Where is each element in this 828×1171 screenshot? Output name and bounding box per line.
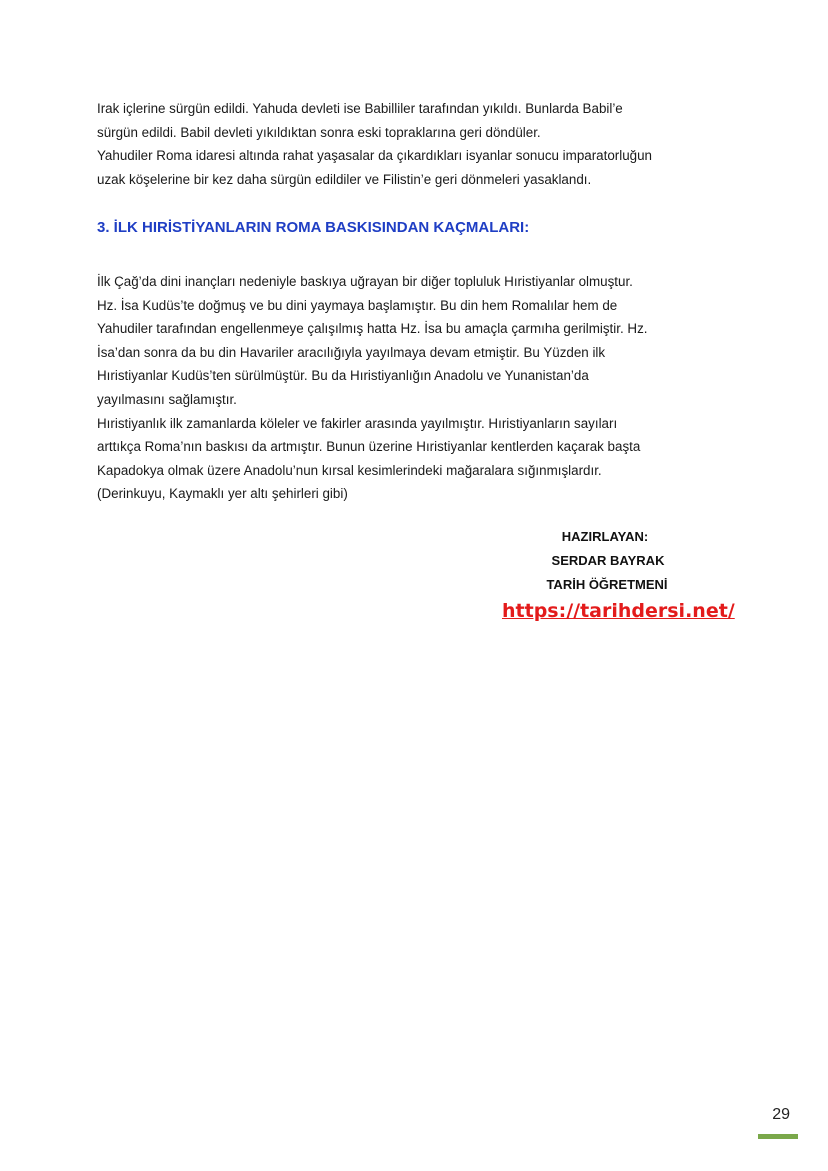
section-line: Hıristiyanlar Kudüs’ten sürülmüştür. Bu da Hıristiyanlığın Anadolu ve Yunanistan’da — [97, 368, 589, 384]
section-heading: 3. İLK HIRİSTİYANLARIN ROMA BASKISINDAN KAÇMALARI: — [97, 219, 530, 236]
page-number-bar — [758, 1134, 798, 1139]
intro-line: Irak içlerine sürgün edildi. Yahuda devleti ise Babilliler tarafından yıkıldı. Bunlarda Babil’e — [97, 101, 623, 116]
page-number: 29 — [772, 1106, 790, 1123]
intro-paragraph — [97, 97, 737, 191]
section-line: arttıkça Roma’nın baskısı da artmıştır. Bunun üzerine Hıristiyanlar kentlerden kaçarak başta — [97, 439, 641, 455]
section-line: Yahudiler tarafından engellenmeye çalışılmış hatta Hz. İsa bu amaçla çarmıha gerilmiştir. Hz. — [97, 321, 648, 337]
signature-title: HAZIRLAYAN: — [561, 529, 649, 544]
website-link[interactable]: https://tarihdersi.net/ — [502, 600, 735, 622]
section-line: (Derinkuyu, Kaymaklı yer altı şehirleri gibi) — [97, 486, 348, 502]
section-line: Hz. İsa Kudüs’te doğmuş ve bu dini yaymaya başlamıştır. Bu din hem Romalılar hem de — [97, 297, 618, 313]
signature-role: TARİH ÖĞRETMENİ — [546, 577, 668, 592]
intro-line: uzak köşelerine bir kez daha sürgün edildiler ve Filistin’e geri dönmeleri yasaklandı. — [97, 171, 592, 187]
intro-line: Yahudiler Roma idaresi altında rahat yaşasalar da çıkardıkları isyanlar sonucu imparatorluğun — [97, 148, 653, 164]
section-line: İlk Çağ’da dini inançları nedeniyle baskıya uğrayan bir diğer topluluk Hıristiyanlar olmuştur. — [97, 274, 633, 289]
section-line: İsa’dan sonra da bu din Havariler aracılığıyla yayılmaya devam etmiştir. Bu Yüzden ilk — [97, 344, 606, 360]
section-line: yayılmasını sağlamıştır. — [97, 391, 237, 407]
signature-name: SERDAR BAYRAK — [551, 553, 665, 568]
section-body — [97, 270, 737, 506]
section-line: Hıristiyanlık ilk zamanlarda köleler ve fakirler arasında yayılmıştır. Hıristiyanların sayıları — [97, 415, 618, 431]
section-line: Kapadokya olmak üzere Anadolu’nun kırsal kesimlerindeki mağaralara sığınmışlardır. — [97, 462, 602, 478]
intro-line: sürgün edildi. Babil devleti yıkıldıktan sonra eski topraklarına geri döndüler. — [97, 124, 541, 140]
